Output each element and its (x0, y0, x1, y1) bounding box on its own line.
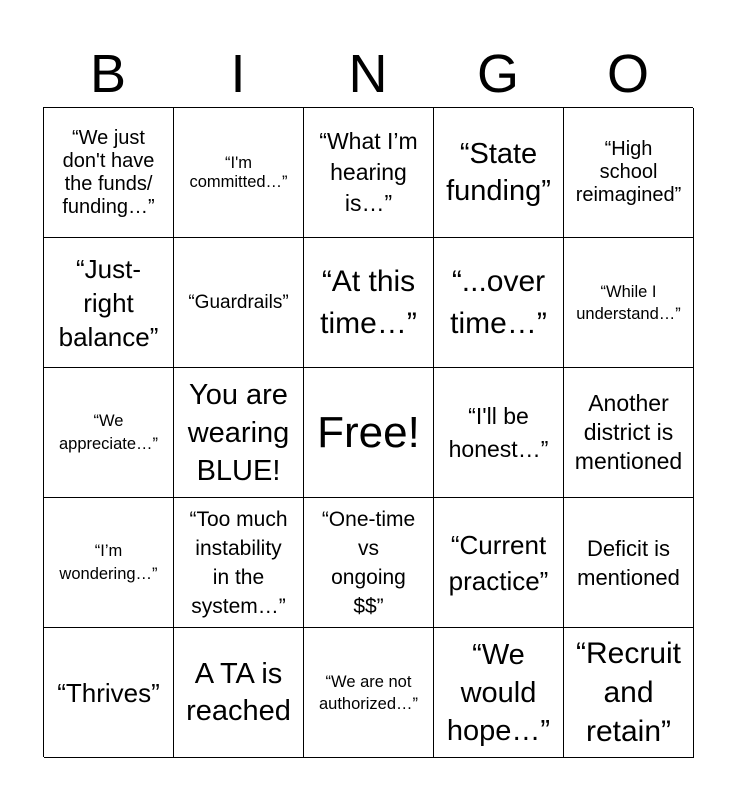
bingo-cell[interactable] (174, 108, 304, 238)
cell-text: A TA is reached (186, 657, 291, 727)
cell-text: “We would hope…” (446, 638, 551, 747)
cell-text: “...over time…” (450, 264, 547, 340)
bingo-cell[interactable] (44, 368, 174, 498)
bingo-grid (43, 107, 693, 757)
header-letter-o: O (606, 44, 649, 104)
cell-text: “I'll be honest…” (448, 402, 549, 462)
cell-text: “State funding” (446, 137, 551, 207)
cell-text: Deficit is mentioned (577, 535, 680, 590)
cell-text: “We just don't have the funds/ funding…” (62, 126, 155, 218)
header-letter-n: N (348, 44, 388, 104)
bingo-cell[interactable] (564, 368, 694, 498)
cell-text: You are wearing BLUE! (187, 378, 290, 487)
bingo-cell[interactable] (564, 108, 694, 238)
cell-text: “While I understand…” (576, 282, 681, 323)
cell-text: “I'm committed…” (189, 153, 288, 191)
bingo-cell[interactable] (44, 108, 174, 238)
cell-text: “What I’m hearing is…” (319, 128, 418, 216)
cell-text: “At this time…” (320, 264, 417, 340)
cell-text: “Too much instability in the system…” (189, 507, 288, 618)
bingo-cell[interactable] (304, 498, 434, 628)
bingo-cell[interactable] (564, 498, 694, 628)
cell-text: “We are not authorized…” (318, 672, 419, 713)
bingo-cell[interactable] (44, 238, 174, 368)
cell-text: “We appreciate…” (58, 411, 159, 453)
cell-text: “Just- right balance” (58, 253, 159, 352)
bingo-cell[interactable] (44, 498, 174, 628)
bingo-cell[interactable] (304, 628, 434, 758)
bingo-cell[interactable] (304, 108, 434, 238)
cell-text: “One-time vs ongoing $$” (321, 507, 416, 618)
cell-text: “Recruit and retain” (575, 637, 681, 748)
bingo-cell[interactable] (434, 238, 564, 368)
cell-text: “I’m wondering…” (59, 541, 158, 583)
bingo-cell[interactable] (44, 628, 174, 758)
bingo-cell[interactable] (434, 108, 564, 238)
bingo-cell[interactable] (434, 498, 564, 628)
header-letter-i: I (230, 44, 246, 104)
cell-text: Another district is mentioned (574, 390, 683, 474)
bingo-cell[interactable] (174, 238, 304, 368)
cell-text: Free! (317, 407, 420, 457)
cell-text: “High school reimagined” (575, 138, 682, 206)
bingo-cell[interactable] (564, 628, 694, 758)
bingo-cell[interactable] (304, 238, 434, 368)
header-letter-b: B (89, 44, 127, 104)
bingo-cell[interactable] (174, 628, 304, 758)
bingo-cell[interactable] (564, 238, 694, 368)
bingo-header (43, 42, 693, 106)
header-letter-g: G (476, 44, 519, 104)
cell-text: “Guardrails” (188, 292, 289, 313)
bingo-cell[interactable] (174, 498, 304, 628)
bingo-cell[interactable] (434, 368, 564, 498)
bingo-cell[interactable] (304, 368, 434, 498)
cell-text: “Current practice” (448, 529, 549, 596)
bingo-cell[interactable] (174, 368, 304, 498)
bingo-cell[interactable] (434, 628, 564, 758)
cell-text: “Thrives” (57, 677, 160, 708)
